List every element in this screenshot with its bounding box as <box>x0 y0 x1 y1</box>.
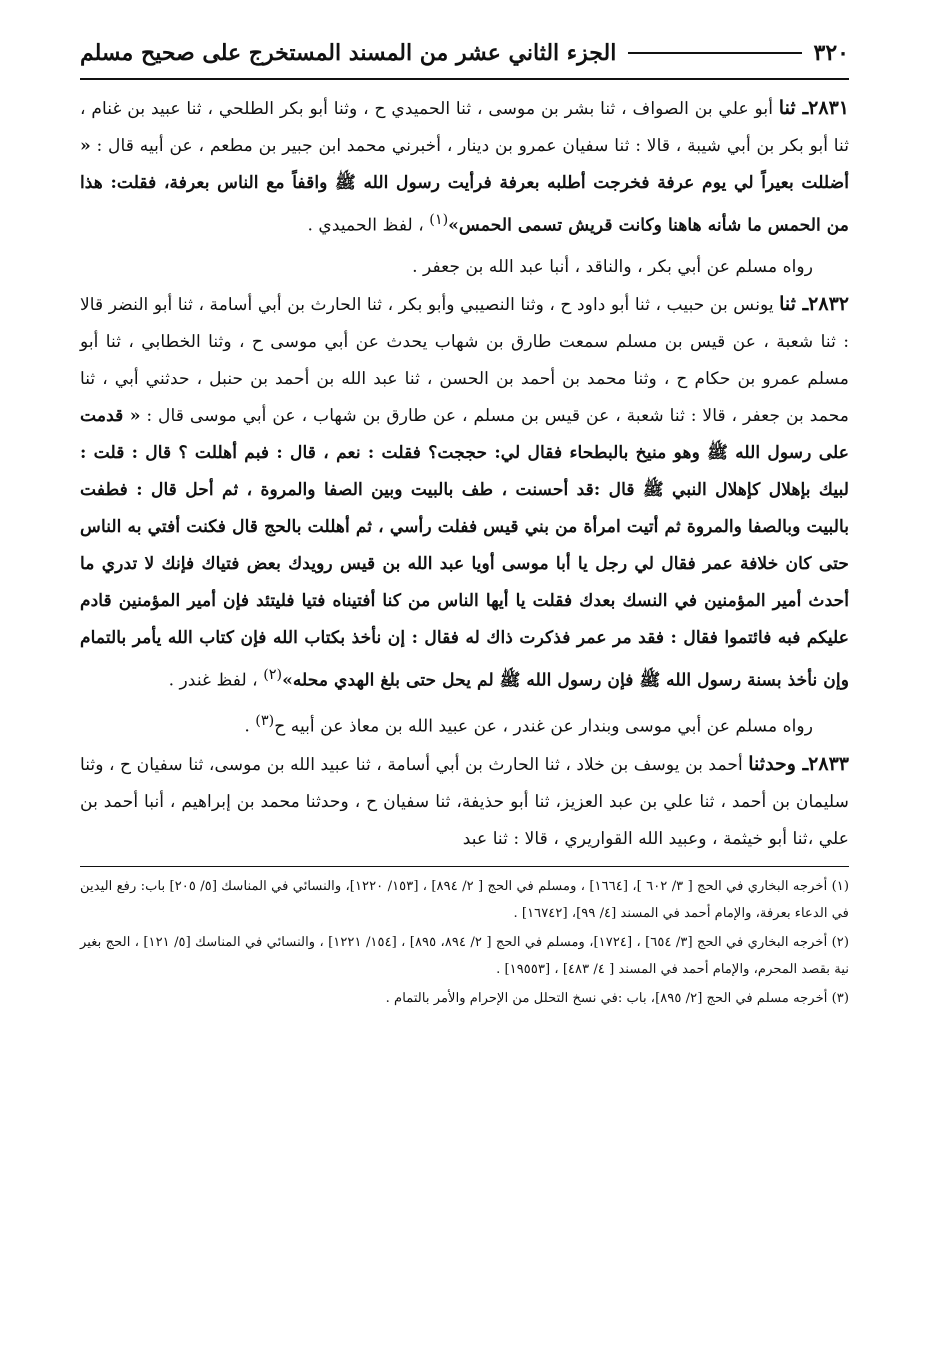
footnotes <box>80 873 849 1012</box>
footnote-1: (١) أخرجه البخاري في الحج [ ٣/ ٦٠٢ ]، [١٦٦٤] ، ومسلم في الحج [ ٢/ ٨٩٤] ، [١٥٣/ ١٢٢٠]، والنسائي في المناسك [٥/ ٢٠٥] باب: رفع اليدين في الدعاء بعرفة، والإمام أحمد في المسند [٤/ ٩٩]، [١٦٧٤٢] . <box>80 879 849 922</box>
hadith-2833 <box>80 746 849 858</box>
main-text <box>80 90 849 858</box>
hadith-number: ٢٨٣١ـ ثنا <box>778 97 849 119</box>
footnote-ref: (٣) <box>255 713 275 730</box>
riwaya-2832 <box>80 703 849 746</box>
hadith-number: ٢٨٣٢ـ ثنا <box>779 292 849 315</box>
riwaya-tail: . <box>244 717 256 738</box>
footnote-separator <box>80 866 849 867</box>
hadith-chain: أحمد بن يوسف بن خلاد ، ثنا الحارث بن أبي أسامة ، ثنا عبيد الله بن موسى، ثنا سفيان ح ، وثنا سليمان بن أحمد ، ثنا علي بن عبد العزيز، ثنا أبو حذيفة، ثنا سفيان ح ، وحدثنا محمد بن إبراهيم ، أنبا أحمد بن علي ،ثنا أبو خيثمة ، وعبيد الله القواريري ، قالا : ثنا عبد <box>80 755 849 850</box>
hadith-2831 <box>80 90 849 245</box>
hadith-number: ٢٨٣٣ـ وحدثنا <box>748 753 849 776</box>
hadith-matn: « قدمت على رسول الله ﷺ وهو منيخ بالبطحاء فقال لي: حججت؟ فقلت : نعم ، قال : فبم أهللت ؟ قال : قلت : لبيك بإهلال كإهلال النبي ﷺ قال :قد أحسنت ، طف بالبيت وبين الصفا والمروة ، ثم أحل قال : فطفت بالبيت وبالصفا والمروة ثم أتيت امرأة من بني قيس ففلت رأسي ، ثم أهللت بالحج قال فكنت أفتي به الناس حتى كان خلافة عمر فقال لي رجل يا أبا موسى أويا عبد الله بن قيس رويدك بعض فتياك فإنك لا تدري ما أحدث أمير المؤمنين في النسك بعدك فقلت يا أيها الناس من كنا أفتيناه فتيا فليتئد فإن أمير المؤمنين قادم عليكم فبه فائتموا فقال : فقد مر عمر فذكرت ذاك له فقال : إن نأخذ بكتاب الله فإن كتاب الله يأمر بالتمام وإن نأخذ بسنة رسول الله ﷺ فإن رسول الله ﷺ لم يحل حتى بلغ الهدي محله» <box>80 405 849 691</box>
hadith-matn: « أضللت بعيراً لي يوم عرفة فخرجت أطلبه بعرفة فرأيت رسول الله ﷺ واقفاً مع الناس بعرفة، فقلت: هذا من الحمس ما شأنه هاهنا وكانت قريش تسمى الحمس» <box>80 136 849 236</box>
running-title: الجزء الثاني عشر من المسند المستخرج على صحيح مسلم <box>80 40 617 66</box>
footnote-ref: (٢) <box>263 666 283 683</box>
hadith-2832 <box>80 286 849 700</box>
page-number: ٣٢٠ <box>813 40 849 66</box>
hadith-tail: ، لفظ الحميدي . <box>307 215 424 236</box>
hadith-chain: يونس بن حبيب ، ثنا أبو داود ح ، وثنا النصيبي وأبو بكر ، ثنا الحارث بن أبي أسامة ، ثنا أبو النضر قالا : ثنا شعبة ، عن قيس بن مسلم سمعت طارق بن شهاب يحدث عن أبي موسى ح ، وثنا الخطابي ، ثنا أبو مسلم عمرو بن حكام ح ، وثنا محمد بن أحمد بن الحسن ، ثنا عبد الله بن أحمد بن حنبل ، حدثني أبي ، ثنا محمد بن جعفر ، قالا : ثنا شعبة ، عن قيس بن مسلم ، عن طارق بن شهاب ، عن أبي موسى قال : <box>80 294 849 426</box>
riwaya-text: رواه مسلم عن أبي موسى وبندار عن غندر ، عن عبيد الله بن معاذ عن أبيه ح <box>274 717 813 738</box>
footnote-ref: (١) <box>429 212 449 228</box>
book-page <box>80 28 849 1341</box>
footnote-3: (٣) أخرجه مسلم في الحج [٢/ ٨٩٥]، باب :في نسخ التحلل من الإحرام والأمر بالتمام . <box>385 991 849 1007</box>
riwaya-2831: رواه مسلم عن أبي بكر ، والناقد ، أنبا عبد الله بن جعفر . <box>412 256 813 277</box>
hadith-tail: ، لفظ غندر . <box>168 670 258 691</box>
hadith-chain: أبو علي بن الصواف ، ثنا بشر بن موسى ، ثنا الحميدي ح ، وثنا أبو بكر الطلحي ، ثنا عبيد بن غنام ، ثنا أبو بكر بن أبي شيبة ، قالا : ثنا سفيان عمرو بن دينار ، أخبرني محمد ابن جبير بن مطعم ، عن أبيه قال : <box>80 99 849 156</box>
footnote-2: (٢) أخرجه البخاري في الحج [٣/ ٦٥٤] ، [١٧٢٤]، ومسلم في الحج [ ٢/ ٨٩٤، ٨٩٥] ، [١٥٤/ ١٢٢١] ، والنسائي في المناسك [٥/ ١٢١] ، الحج بغير نية بقصد المحرم، والإمام أحمد في المسند [ ٤/ ٤٨٣] ، [١٩٥٥٣] . <box>80 935 850 978</box>
header-rule <box>628 52 801 54</box>
page-header <box>80 28 849 80</box>
